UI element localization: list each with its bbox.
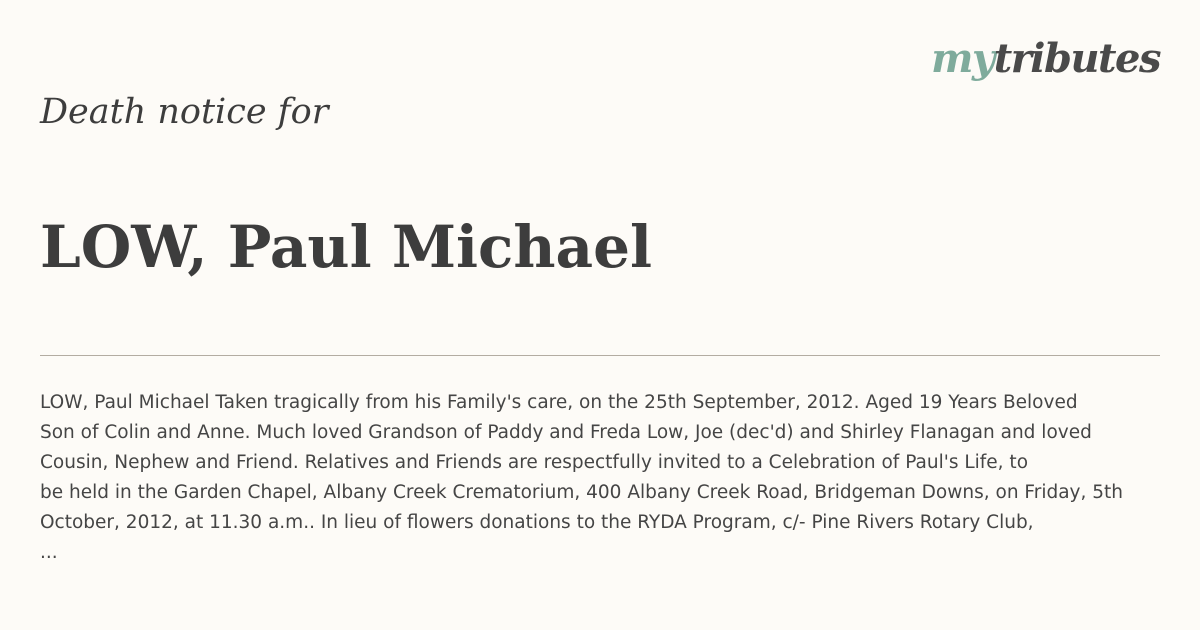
- notice-body: [40, 388, 1195, 568]
- notice-ellipsis: ...: [40, 542, 58, 563]
- deceased-name: LOW, Paul Michael: [40, 213, 653, 281]
- notice-line: LOW, Paul Michael Taken tragically from his Family's care, on the 25th September, 2012. Aged 19 Years Beloved: [40, 392, 1078, 413]
- mytributes-logo[interactable]: [931, 34, 1160, 84]
- notice-line: October, 2012, at 11.30 a.m.. In lieu of flowers donations to the RYDA Program, c/- Pine Rivers Rotary Club,: [40, 512, 1034, 533]
- notice-line: Son of Colin and Anne. Much loved Grandson of Paddy and Freda Low, Joe (dec'd) and Shirley Flanagan and loved: [40, 422, 1092, 443]
- notice-line: be held in the Garden Chapel, Albany Creek Crematorium, 400 Albany Creek Road, Bridgeman Downs, on Friday, 5th: [40, 482, 1124, 503]
- death-notice-heading: Death notice for: [40, 92, 329, 132]
- logo-my-text: my: [931, 35, 994, 82]
- logo-tributes-text: tributes: [993, 35, 1160, 82]
- divider: [40, 355, 1160, 356]
- notice-line: Cousin, Nephew and Friend. Relatives and Friends are respectfully invited to a Celebration of Paul's Life, to: [40, 452, 1029, 473]
